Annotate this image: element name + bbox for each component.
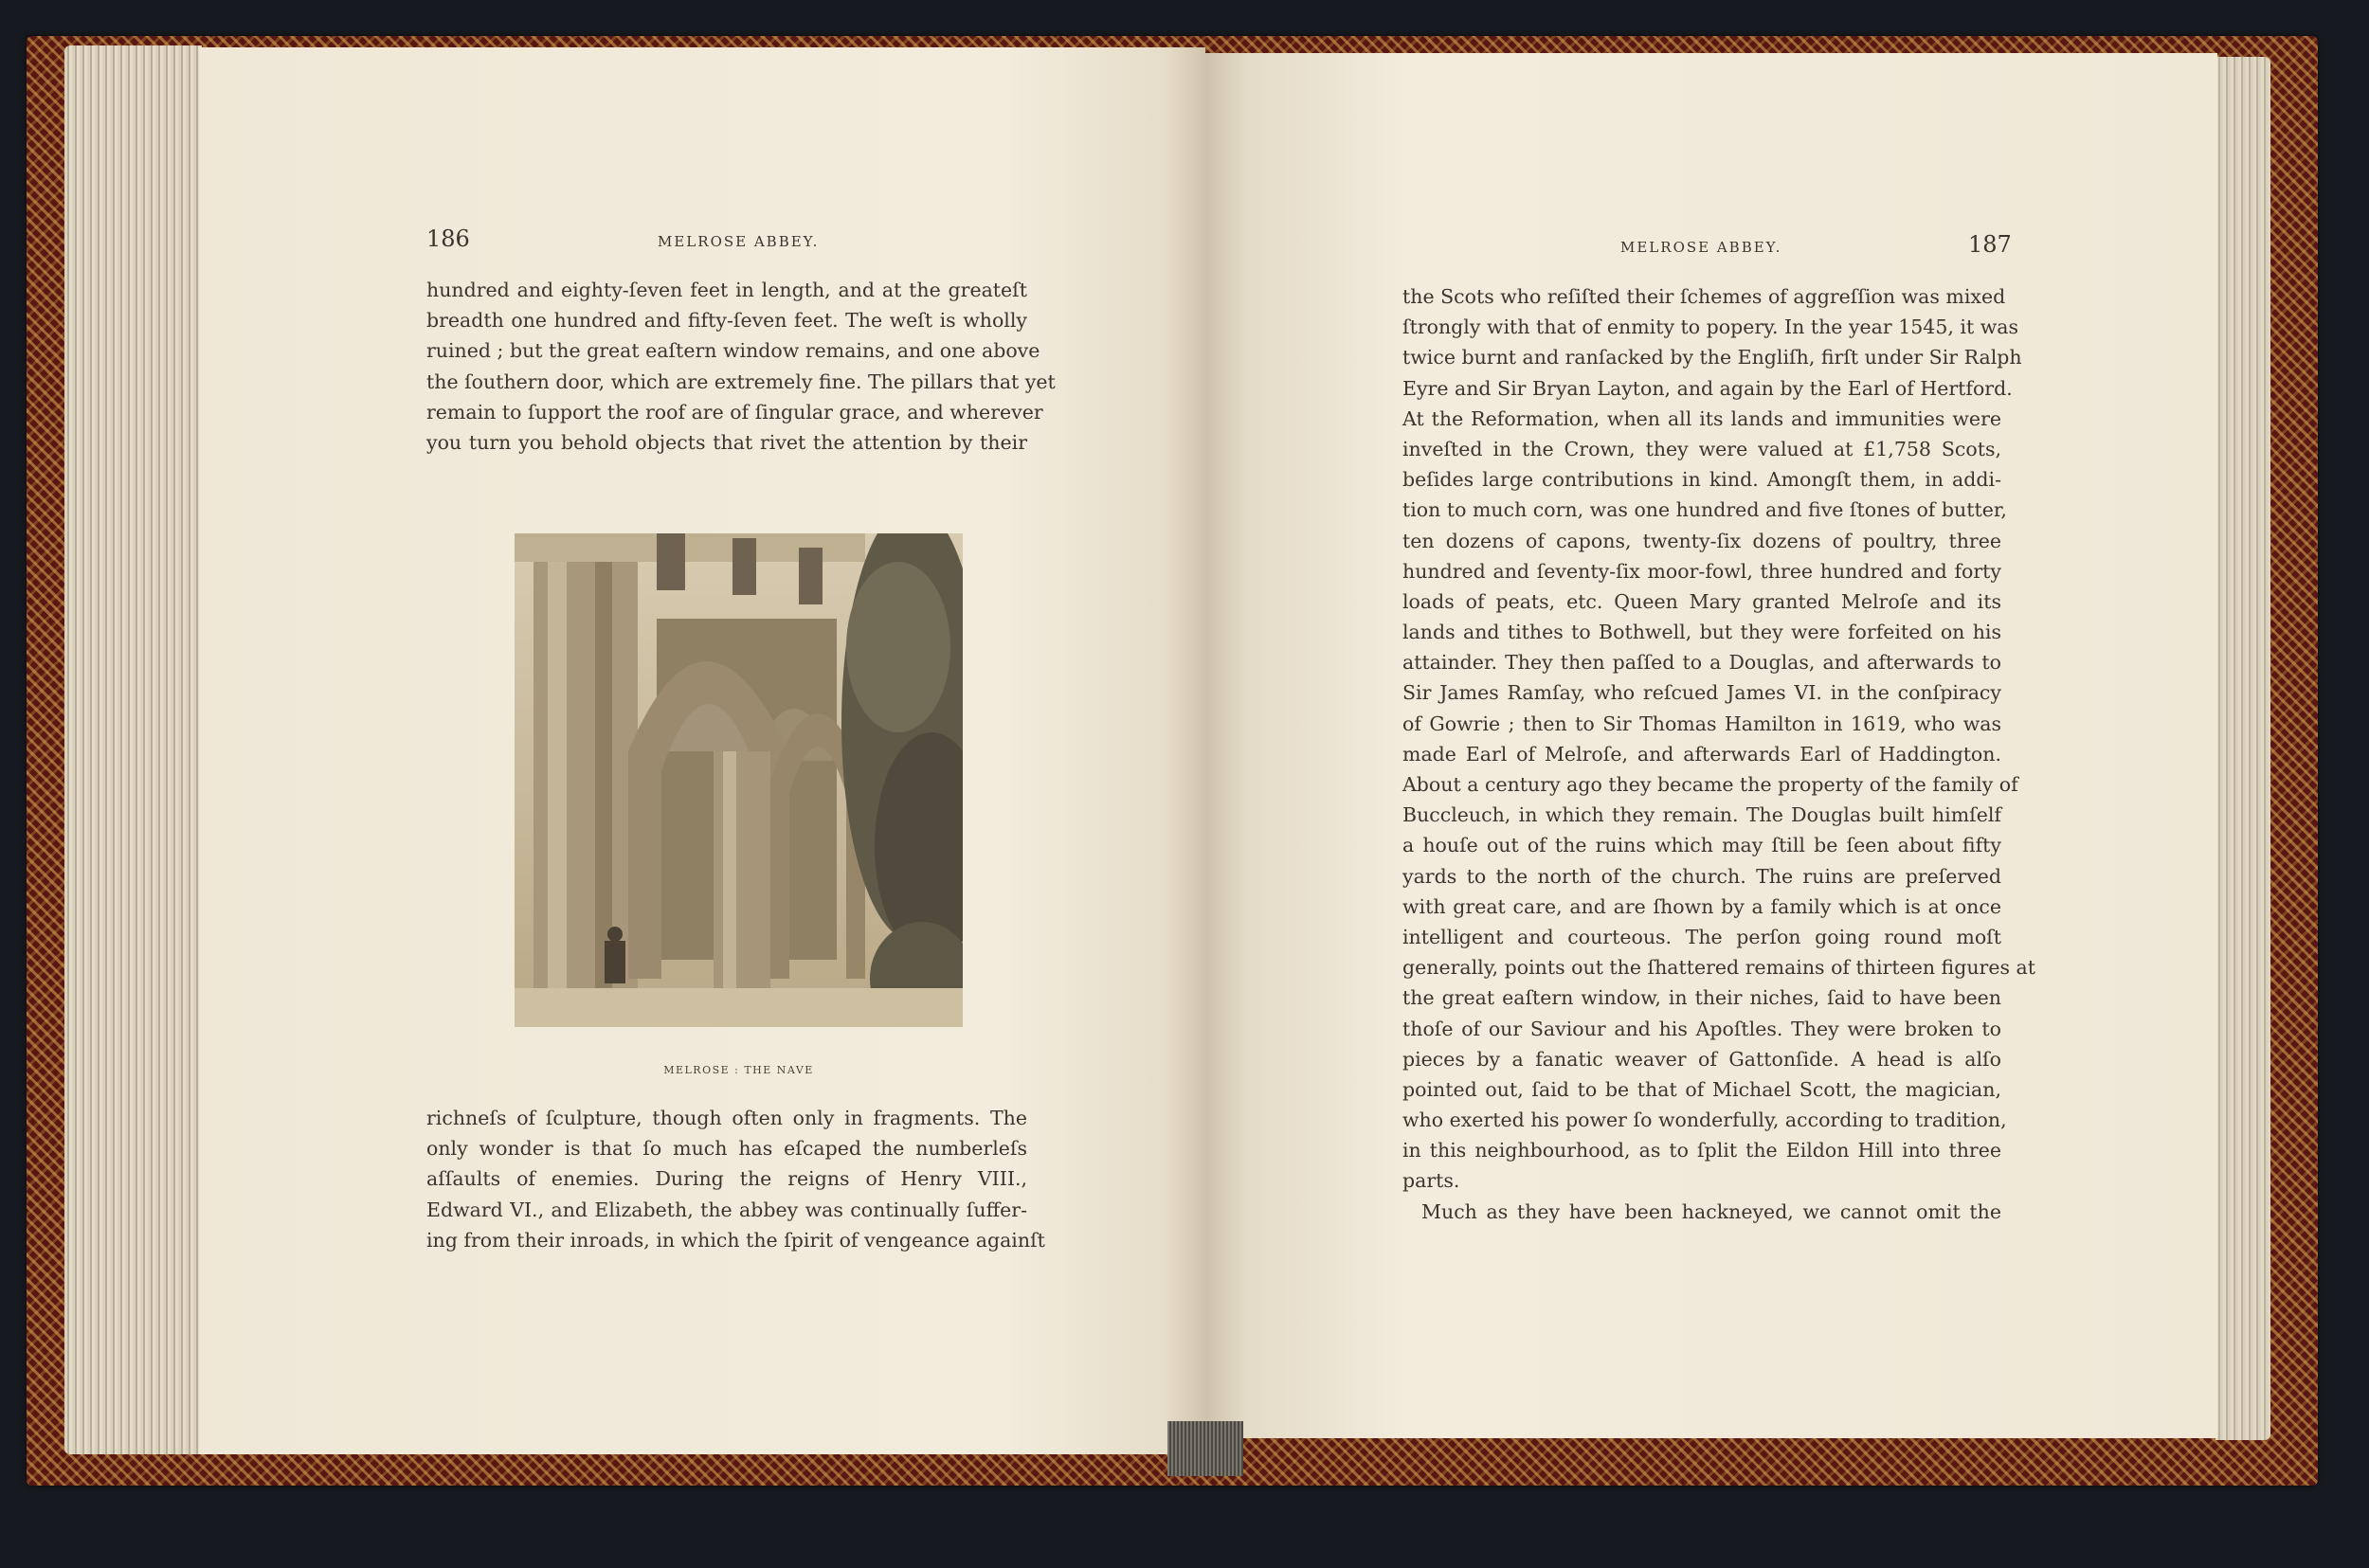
left-bottom-text-block bbox=[426, 1103, 1045, 1255]
text-line: ſtrongly with that of enmity to popery. In the year 1545, it was bbox=[1402, 315, 2019, 339]
left-page-number: 186 bbox=[426, 225, 470, 252]
nave-photograph bbox=[515, 533, 963, 1027]
text-line: beſides large contributions in kind. Amongſt them, in addi- bbox=[1402, 468, 2001, 492]
text-line: Eyre and Sir Bryan Layton, and again by the Earl of Hertford. bbox=[1402, 376, 2013, 400]
text-line: of Gowrie ; then to Sir Thomas Hamilton in 1619, who was bbox=[1402, 712, 2001, 735]
text-line: Edward VI., and Elizabeth, the abbey was continually ſuffer- bbox=[426, 1198, 1027, 1221]
text-line: twice burnt and ranſacked by the Engliſh, firſt under Sir Ralph bbox=[1402, 346, 2022, 369]
text-line: made Earl of Melroſe, and afterwards Earl of Haddington. bbox=[1402, 742, 2001, 766]
text-line: with great care, and are ſhown by a family which is at once bbox=[1402, 894, 2001, 918]
text-line: intelligent and courteous. The perſon going round moſt bbox=[1402, 925, 2001, 948]
text-line: hundred and ſeventy-ſix moor-fowl, three hundred and forty bbox=[1402, 559, 2001, 583]
photo-caption: MELROSE : THE NAVE bbox=[663, 1064, 814, 1076]
text-line: About a century ago they became the property of the family of bbox=[1402, 773, 2018, 796]
text-line: parts. bbox=[1402, 1169, 1460, 1193]
page-edges-right bbox=[2215, 57, 2270, 1440]
text-line: yards to the north of the church. The ruins are preſerved bbox=[1402, 864, 2001, 888]
spine-gap bbox=[1167, 1421, 1243, 1476]
text-line: Buccleuch, in which they remain. The Douglas built himſelf bbox=[1402, 803, 2001, 827]
text-line: remain to ſupport the roof are of ſingular grace, and wherever bbox=[426, 400, 1043, 424]
text-line: you turn you behold objects that rivet the attention by their bbox=[426, 430, 1027, 454]
text-line: pieces by a fanatic weaver of Gattonſide. A head is alſo bbox=[1402, 1047, 2001, 1071]
text-line: inveſted in the Crown, they were valued at £1,758 Scots, bbox=[1402, 437, 2001, 460]
left-running-head: MELROSE ABBEY. bbox=[658, 233, 820, 250]
text-line: Sir James Ramſay, who reſcued James VI. in the conſpiracy bbox=[1402, 681, 2001, 705]
text-line: aſſaults of enemies. During the reigns of Henry VIII., bbox=[426, 1167, 1027, 1191]
right-text-block bbox=[1402, 281, 2035, 1227]
text-line: loads of peats, etc. Queen Mary granted Melroſe and its bbox=[1402, 589, 2001, 613]
text-line: generally, points out the ſhattered remains of thirteen figures at bbox=[1402, 956, 2035, 980]
text-line: thoſe of our Saviour and his Apoſtles. They were broken to bbox=[1402, 1017, 2001, 1040]
left-top-text-block bbox=[426, 275, 1056, 458]
text-line: a houſe out of the ruins which may ſtill be ſeen about fifty bbox=[1402, 834, 2001, 857]
right-page-number: 187 bbox=[1968, 231, 2012, 258]
text-line: ten dozens of capons, twenty-ſix dozens of poultry, three bbox=[1402, 529, 2001, 552]
text-line: richneſs of ſculpture, though often only in fragments. The bbox=[426, 1107, 1027, 1129]
text-line: attainder. They then paſſed to a Douglas, and afterwards to bbox=[1402, 651, 2001, 675]
text-line: the great eaſtern window, in their niches, ſaid to have been bbox=[1402, 986, 2001, 1010]
text-line: ruined ; but the great eaſtern window remains, and one above bbox=[426, 339, 1040, 363]
text-line: pointed out, ſaid to be that of Michael Scott, the magician, bbox=[1402, 1077, 2001, 1101]
text-line: breadth one hundred and fifty-ſeven feet. The weſt is wholly bbox=[426, 309, 1027, 333]
text-line: the ſouthern door, which are extremely fine. The pillars that yet bbox=[426, 369, 1056, 393]
text-line: At the Reformation, when all its lands and immunities were bbox=[1402, 406, 2001, 430]
text-line: who exerted his power ſo wonderfully, according to tradition, bbox=[1402, 1108, 2007, 1132]
text-line: the Scots who reſiſted their ſchemes of aggreſſion was mixed bbox=[1402, 285, 2006, 308]
text-line: lands and tithes to Bothwell, but they were forfeited on his bbox=[1402, 621, 2001, 644]
text-line: in this neighbourhood, as to ſplit the Eildon Hill into three bbox=[1402, 1139, 2001, 1162]
right-running-head: MELROSE ABBEY. bbox=[1620, 239, 1782, 256]
text-line: hundred and eighty-ſeven feet in length, and at the greateſt bbox=[426, 279, 1027, 301]
text-line: ing from their inroads, in which the ſpirit of vengeance againſt bbox=[426, 1228, 1045, 1252]
text-line: only wonder is that ſo much has eſcaped the numberleſs bbox=[426, 1137, 1027, 1161]
text-line-indented: Much as they have been hackneyed, we cannot omit the bbox=[1421, 1199, 2001, 1223]
page-edges-left bbox=[64, 45, 202, 1454]
text-line: tion to much corn, was one hundred and five ſtones of butter, bbox=[1402, 498, 2007, 522]
